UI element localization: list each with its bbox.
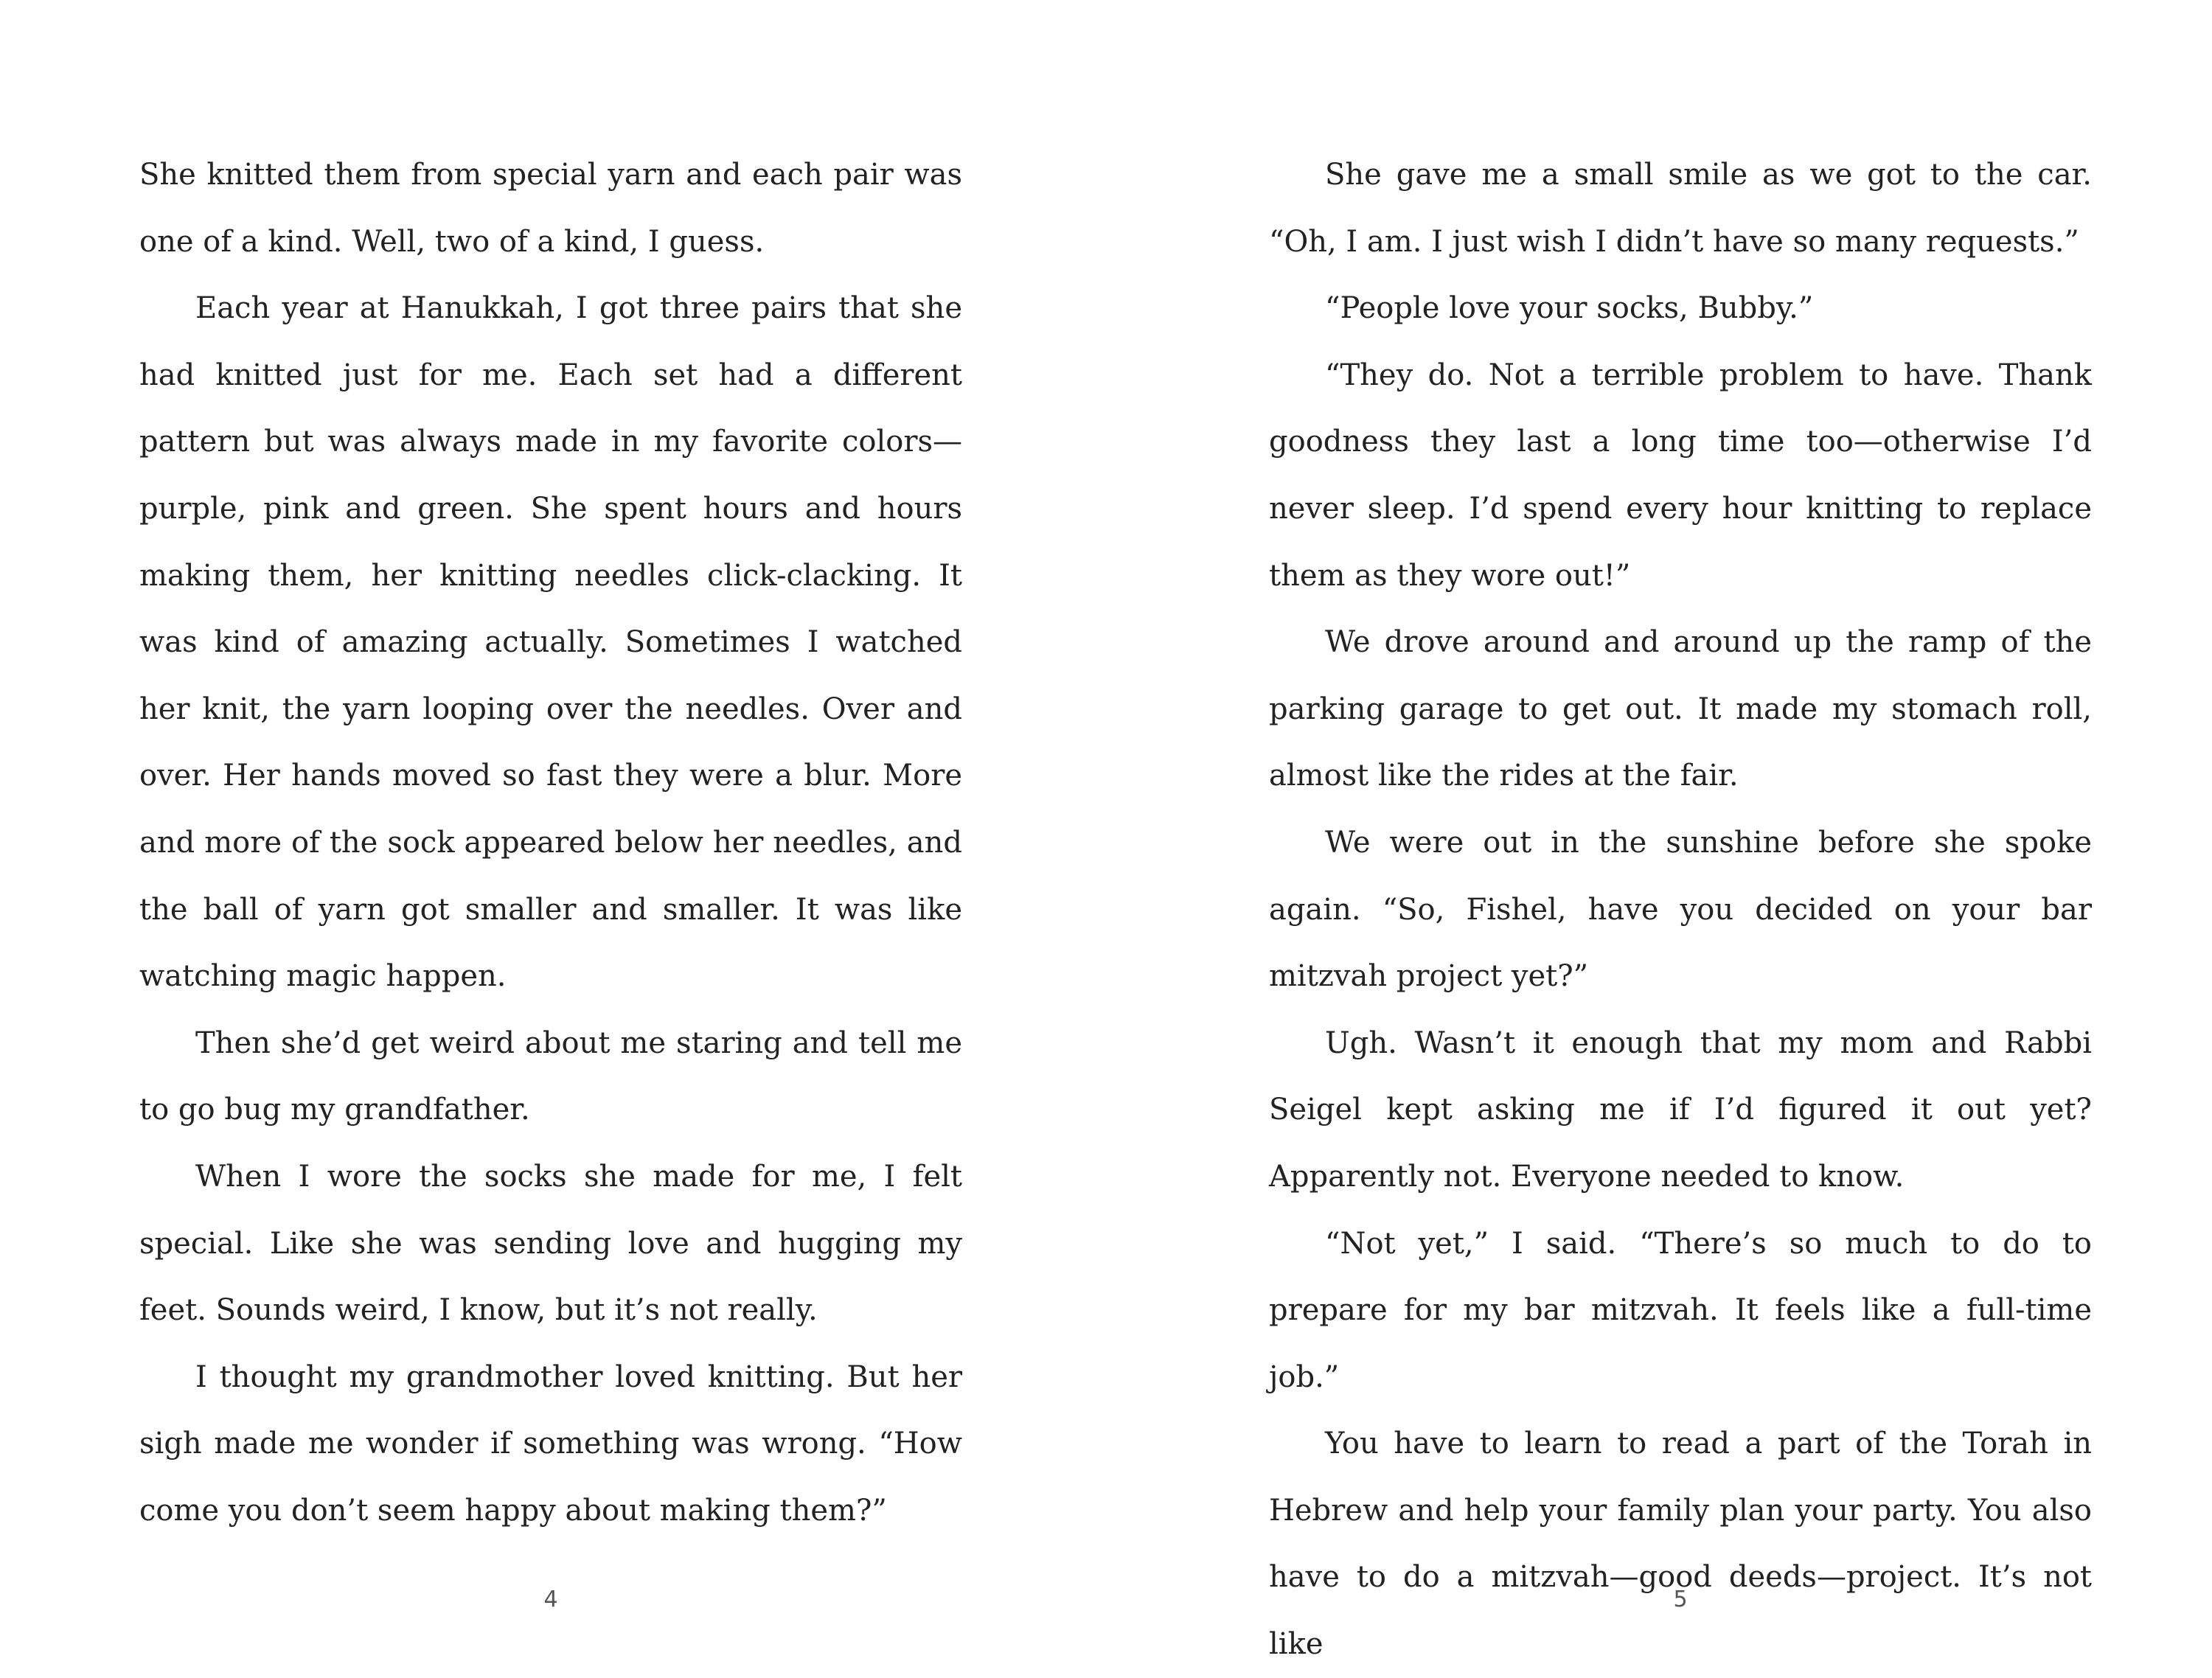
left-paragraph-3: Then she’d get weird about me staring and tell me to go bug my grandfather.: [139, 1026, 962, 1127]
right-paragraph-1: She gave me a small smile as we got to the car. “Oh, I am. I just wish I didn’t have so many requests.”: [1269, 158, 2092, 259]
right-paragraph-7: “Not yet,” I said. “There’s so much to do to prepare for my bar mitzvah. It feels like a full-time job.”: [1269, 1226, 2092, 1394]
right-paragraph-2: “People love your socks, Bubby.”: [1325, 291, 1814, 326]
left-page-body: [139, 142, 962, 1542]
right-paragraph-5: We were out in the sunshine before she spoke again. “So, Fishel, have you decided on your bar mitzvah project yet?”: [1269, 825, 2092, 994]
right-paragraph-4: We drove around and around up the ramp of the parking garage to get out. It made my stomach roll, almost like the rides at the fair.: [1269, 625, 2092, 793]
left-paragraph-2: Each year at Hanukkah, I got three pairs that she had knitted just for me. Each set had a different pattern but was always made in my favorite colors—purple, pink and green. She spent hours and hours making them, her knitting needles click-clacking. It was kind of amazing actually. Sometimes I watched her knit, the yarn looping over the needles. Over and over. Her hands moved so fast they were a blur. More and more of the sock appeared below her needles, and the ball of yarn got smaller and smaller. It was like watching magic happen.: [139, 291, 962, 994]
page-number-left: 4: [543, 1587, 558, 1612]
left-paragraph-4: When I wore the socks she made for me, I felt special. Like she was sending love and hugging my feet. Sounds weird, I know, but it’s not really.: [139, 1159, 962, 1328]
left-paragraph-1: She knitted them from special yarn and each pair was one of a kind. Well, two of a kind, I guess.: [139, 158, 962, 259]
right-paragraph-6: Ugh. Wasn’t it enough that my mom and Rabbi Seigel kept asking me if I’d figured it out yet? Apparently not. Everyone needed to know.: [1269, 1026, 2092, 1194]
right-paragraph-8: You have to learn to read a part of the Torah in Hebrew and help your family plan your party. You also have to do a mitzvah—good deeds—project. It’s not like: [1269, 1427, 2092, 1662]
right-paragraph-3: “They do. Not a terrible problem to have. Thank goodness they last a long time too—otherwise I’d never sleep. I’d spend every hour knitting to replace them as they wore out!”: [1269, 358, 2092, 593]
page-number-right: 5: [1673, 1587, 1688, 1612]
left-paragraph-5: I thought my grandmother loved knitting. But her sigh made me wonder if something was wrong. “How come you don’t seem happy about making them?”: [139, 1360, 962, 1528]
right-page-body: [1269, 142, 2092, 1662]
